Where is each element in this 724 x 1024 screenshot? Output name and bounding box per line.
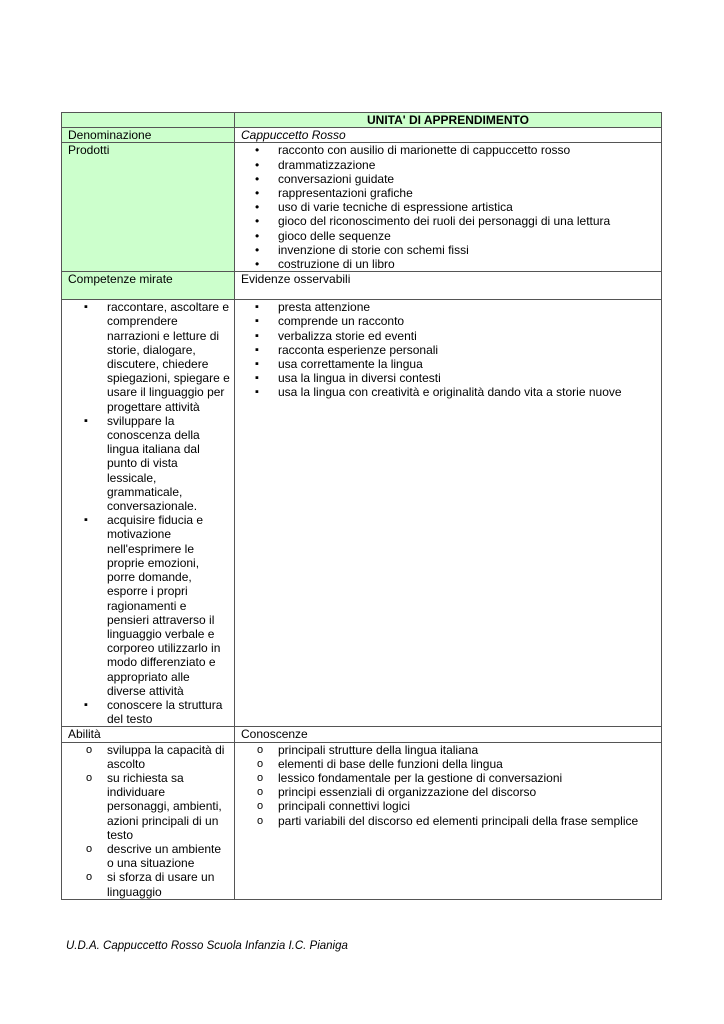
list-item: ▪ racconta esperienze personali — [235, 343, 661, 357]
list-item: • gioco del riconoscimento dei ruoli dei personaggi di una lettura — [235, 214, 661, 228]
list-item: o elementi di base delle funzioni della lingua — [235, 757, 661, 771]
list-item: o descrive un ambiente o una situazione — [62, 842, 230, 870]
denominazione-row — [62, 128, 662, 143]
list-item: o principali strutture della lingua italiana — [235, 743, 661, 757]
list-item: • conversazioni guidate — [235, 172, 661, 186]
list-item: ▪ presta attenzione — [235, 300, 661, 314]
list-item: • invenzione di storie con schemi fissi — [235, 243, 661, 257]
list-item: • uso di varie tecniche di espressione artistica — [235, 200, 661, 214]
evidenze-label: Evidenze osservabili — [235, 272, 662, 300]
abilita-cell — [62, 742, 235, 899]
abilita-row — [62, 742, 662, 899]
list-item: o lessico fondamentale per la gestione di conversazioni — [235, 771, 661, 785]
denominazione-label: Denominazione — [62, 128, 235, 143]
page-footer: U.D.A. Cappuccetto Rosso Scuola Infanzia I.C. Pianiga — [66, 940, 348, 952]
competenze-label: Competenze mirate — [62, 272, 235, 300]
prodotti-cell — [235, 143, 662, 272]
list-item: • rappresentazioni grafiche — [235, 186, 661, 200]
abilita-list — [62, 743, 230, 899]
list-item: ▪ verbalizza storie ed eventi — [235, 329, 661, 343]
list-item: ▪ comprende un racconto — [235, 314, 661, 328]
list-item: ▪ usa la lingua in diversi contesti — [235, 371, 661, 385]
competenze-cell — [62, 300, 235, 727]
conoscenze-list — [235, 743, 661, 828]
prodotti-label: Prodotti — [62, 143, 235, 272]
competenze-row — [62, 300, 662, 727]
abilita-label: Abilità — [62, 727, 235, 742]
denominazione-value: Cappuccetto Rosso — [235, 128, 662, 143]
list-item: ▪ usa correttamente la lingua — [235, 357, 661, 371]
list-item: o sviluppa la capacità di ascolto — [62, 743, 230, 771]
list-item: ▪ raccontare, ascoltare e comprendere narrazioni e letture di storie, dialogare, discutere, chiedere spiegazioni, spiegare e usare il linguaggio per progettare attività — [62, 300, 230, 414]
evidenze-list — [235, 300, 661, 399]
list-item: • costruzione di un libro — [235, 257, 661, 271]
header-empty-cell — [62, 113, 235, 128]
competenze-list — [62, 300, 230, 726]
prodotti-list — [235, 143, 661, 271]
list-item: • racconto con ausilio di marionette di cappuccetto rosso — [235, 143, 661, 157]
abilita-header-row — [62, 727, 662, 742]
list-item: o principali connettivi logici — [235, 799, 661, 813]
list-item: • gioco delle sequenze — [235, 229, 661, 243]
list-item: • drammatizzazione — [235, 158, 661, 172]
header-title: UNITA' DI APPRENDIMENTO — [235, 113, 662, 128]
list-item: ▪ conoscere la struttura del testo — [62, 698, 230, 726]
uda-table — [61, 112, 662, 900]
list-item: ▪ acquisire fiducia e motivazione nell'esprimere le proprie emozioni, porre domande, esporre i propri ragionamenti e pensieri attraverso il linguaggio verbale e corporeo utilizzarlo in modo differenziato e appropriato alle diverse attività — [62, 513, 230, 698]
competenze-header-row — [62, 272, 662, 300]
prodotti-row — [62, 143, 662, 272]
conoscenze-cell — [235, 742, 662, 899]
conoscenze-label: Conoscenze — [235, 727, 662, 742]
list-item: o parti variabili del discorso ed elementi principali della frase semplice — [235, 814, 661, 828]
header-row — [62, 113, 662, 128]
list-item: o su richiesta sa individuare personaggi, ambienti, azioni principali di un testo — [62, 771, 230, 842]
list-item: o principi essenziali di organizzazione del discorso — [235, 785, 661, 799]
evidenze-cell — [235, 300, 662, 727]
list-item: o si sforza di usare un linguaggio — [62, 870, 230, 898]
list-item: ▪ usa la lingua con creatività e originalità dando vita a storie nuove — [235, 385, 661, 399]
list-item: ▪ sviluppare la conoscenza della lingua italiana dal punto di vista lessicale, grammaticale, conversazionale. — [62, 414, 230, 513]
